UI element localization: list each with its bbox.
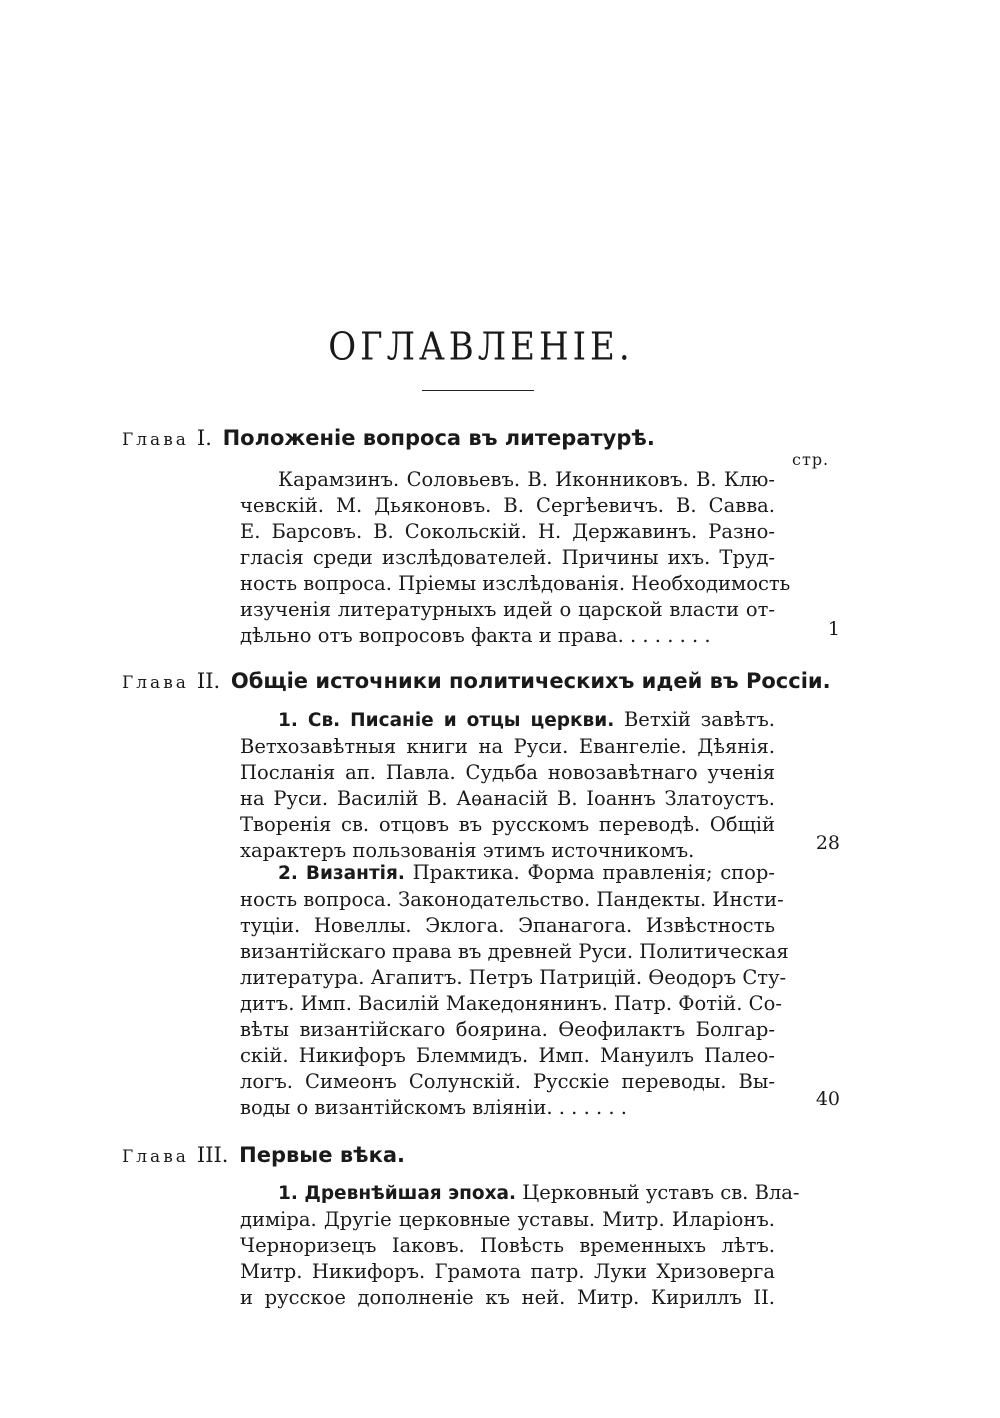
chapter-number: I. xyxy=(196,426,212,450)
section-lead: 1. Древнѣйшая эпоха. xyxy=(278,1183,517,1204)
page-column-label: стр. xyxy=(792,450,830,469)
entry-line: Карамзинъ. Соловьевъ. В. Иконниковъ. В. Клю- xyxy=(278,468,775,491)
entry-line: ность вопроса. Прiемы изслѣдованiя. Необходимость xyxy=(240,572,791,595)
entry-line: чевскiй. М. Дьяконовъ. В. Сергѣевичъ. В. Савва. xyxy=(240,494,775,517)
entry-line: Черноризецъ Iаковъ. Повѣсть временныхъ лѣтъ. xyxy=(240,1234,775,1257)
chapter-label: Глава xyxy=(122,430,189,450)
entry-line: димiра. Другiе церковные уставы. Митр. Иларiонъ. xyxy=(240,1208,775,1231)
entry-line: Посланiя ап. Павла. Судьба новозавѣтнаго ученiя xyxy=(240,761,775,784)
section-lead: 1. Св. Писанiе и отцы церкви. xyxy=(278,710,615,731)
toc-entry xyxy=(240,860,789,1121)
entry-line xyxy=(240,860,775,887)
toc-entry xyxy=(240,707,775,864)
chapter-label: Глава xyxy=(122,1147,189,1167)
toc-entry xyxy=(240,1180,800,1311)
entry-line-text: Практика. Форма правленiя; спор- xyxy=(404,861,775,884)
page-title: ОГЛАВЛЕНIЕ. xyxy=(328,324,634,370)
entry-line-text: Ветхiй завѣтъ. xyxy=(614,708,775,731)
chapter-heading-3 xyxy=(122,1142,842,1170)
entry-line: скiй. Никифоръ Блеммидъ. Имп. Мануилъ Палео- xyxy=(240,1044,775,1067)
page-number: 1 xyxy=(827,618,840,640)
chapter-heading-2 xyxy=(122,668,842,696)
entry-line: ность вопроса. Законодательство. Пандекты. Инсти- xyxy=(240,888,784,911)
entry-line-text: Церковный уставъ св. Вла- xyxy=(516,1181,800,1204)
entry-line xyxy=(240,1180,800,1207)
entry-line: дѣльно отъ вопросовъ факта и права. . . . . . . . xyxy=(240,624,711,647)
entry-line: характеръ пользованiя этимъ источникомъ. xyxy=(240,839,695,862)
entry-line: Творенiя св. отцовъ въ русскомъ переводѣ. Общiй xyxy=(240,813,775,836)
chapter-title: Общiе источники политическихъ идей въ Россiи. xyxy=(230,669,831,693)
page-number: 40 xyxy=(815,1088,840,1110)
toc-entry xyxy=(240,467,791,649)
chapter-number: II. xyxy=(196,669,221,693)
chapter-title: Первые вѣка. xyxy=(239,1143,405,1167)
entry-line: и русское дополненiе къ ней. Митр. Кириллъ II. xyxy=(240,1286,775,1309)
entry-line: вѣты византiйскаго боярина. Ѳеофилактъ Болгар- xyxy=(240,1018,775,1041)
entry-line: дитъ. Имп. Василiй Македонянинъ. Патр. Фотiй. Со- xyxy=(240,992,782,1015)
entry-line: гласiя среди изслѣдователей. Причины ихъ. Труд- xyxy=(240,546,775,569)
title-divider xyxy=(422,390,534,391)
entry-line: Ветхозавѣтныя книги на Руси. Евангелiе. Дѣянiя. xyxy=(240,735,775,758)
entry-line: изученiя литературныхъ идей о царской власти от- xyxy=(240,598,775,621)
section-lead: 2. Византiя. xyxy=(278,863,405,884)
entry-line: логъ. Симеонъ Солунскiй. Русскiе переводы. Вы- xyxy=(240,1070,775,1093)
chapter-heading-1 xyxy=(122,425,842,453)
chapter-title: Положенiе вопроса въ литературѣ. xyxy=(222,426,655,450)
entry-line: на Руси. Василiй В. Аѳанасiй В. Iоаннъ Златоустъ. xyxy=(240,787,775,810)
entry-line xyxy=(240,707,775,734)
entry-line: туцiи. Новеллы. Эклога. Эпанагога. Извѣстность xyxy=(240,914,775,937)
entry-line: византiйскаго права въ древней Руси. Политическая xyxy=(240,940,789,963)
entry-line: Е. Барсовъ. В. Сокольскiй. Н. Державинъ. Разно- xyxy=(240,520,775,543)
page-number: 28 xyxy=(815,832,840,854)
chapter-label: Глава xyxy=(122,673,189,693)
entry-line: Митр. Никифоръ. Грамота патр. Луки Хризоверга xyxy=(240,1260,775,1283)
chapter-number: III. xyxy=(196,1143,229,1167)
entry-line: воды о византiйскомъ влiянiи. . . . . . . xyxy=(240,1096,627,1119)
entry-line: литература. Агапитъ. Петръ Патрицiй. Ѳеодоръ Сту- xyxy=(240,966,787,989)
